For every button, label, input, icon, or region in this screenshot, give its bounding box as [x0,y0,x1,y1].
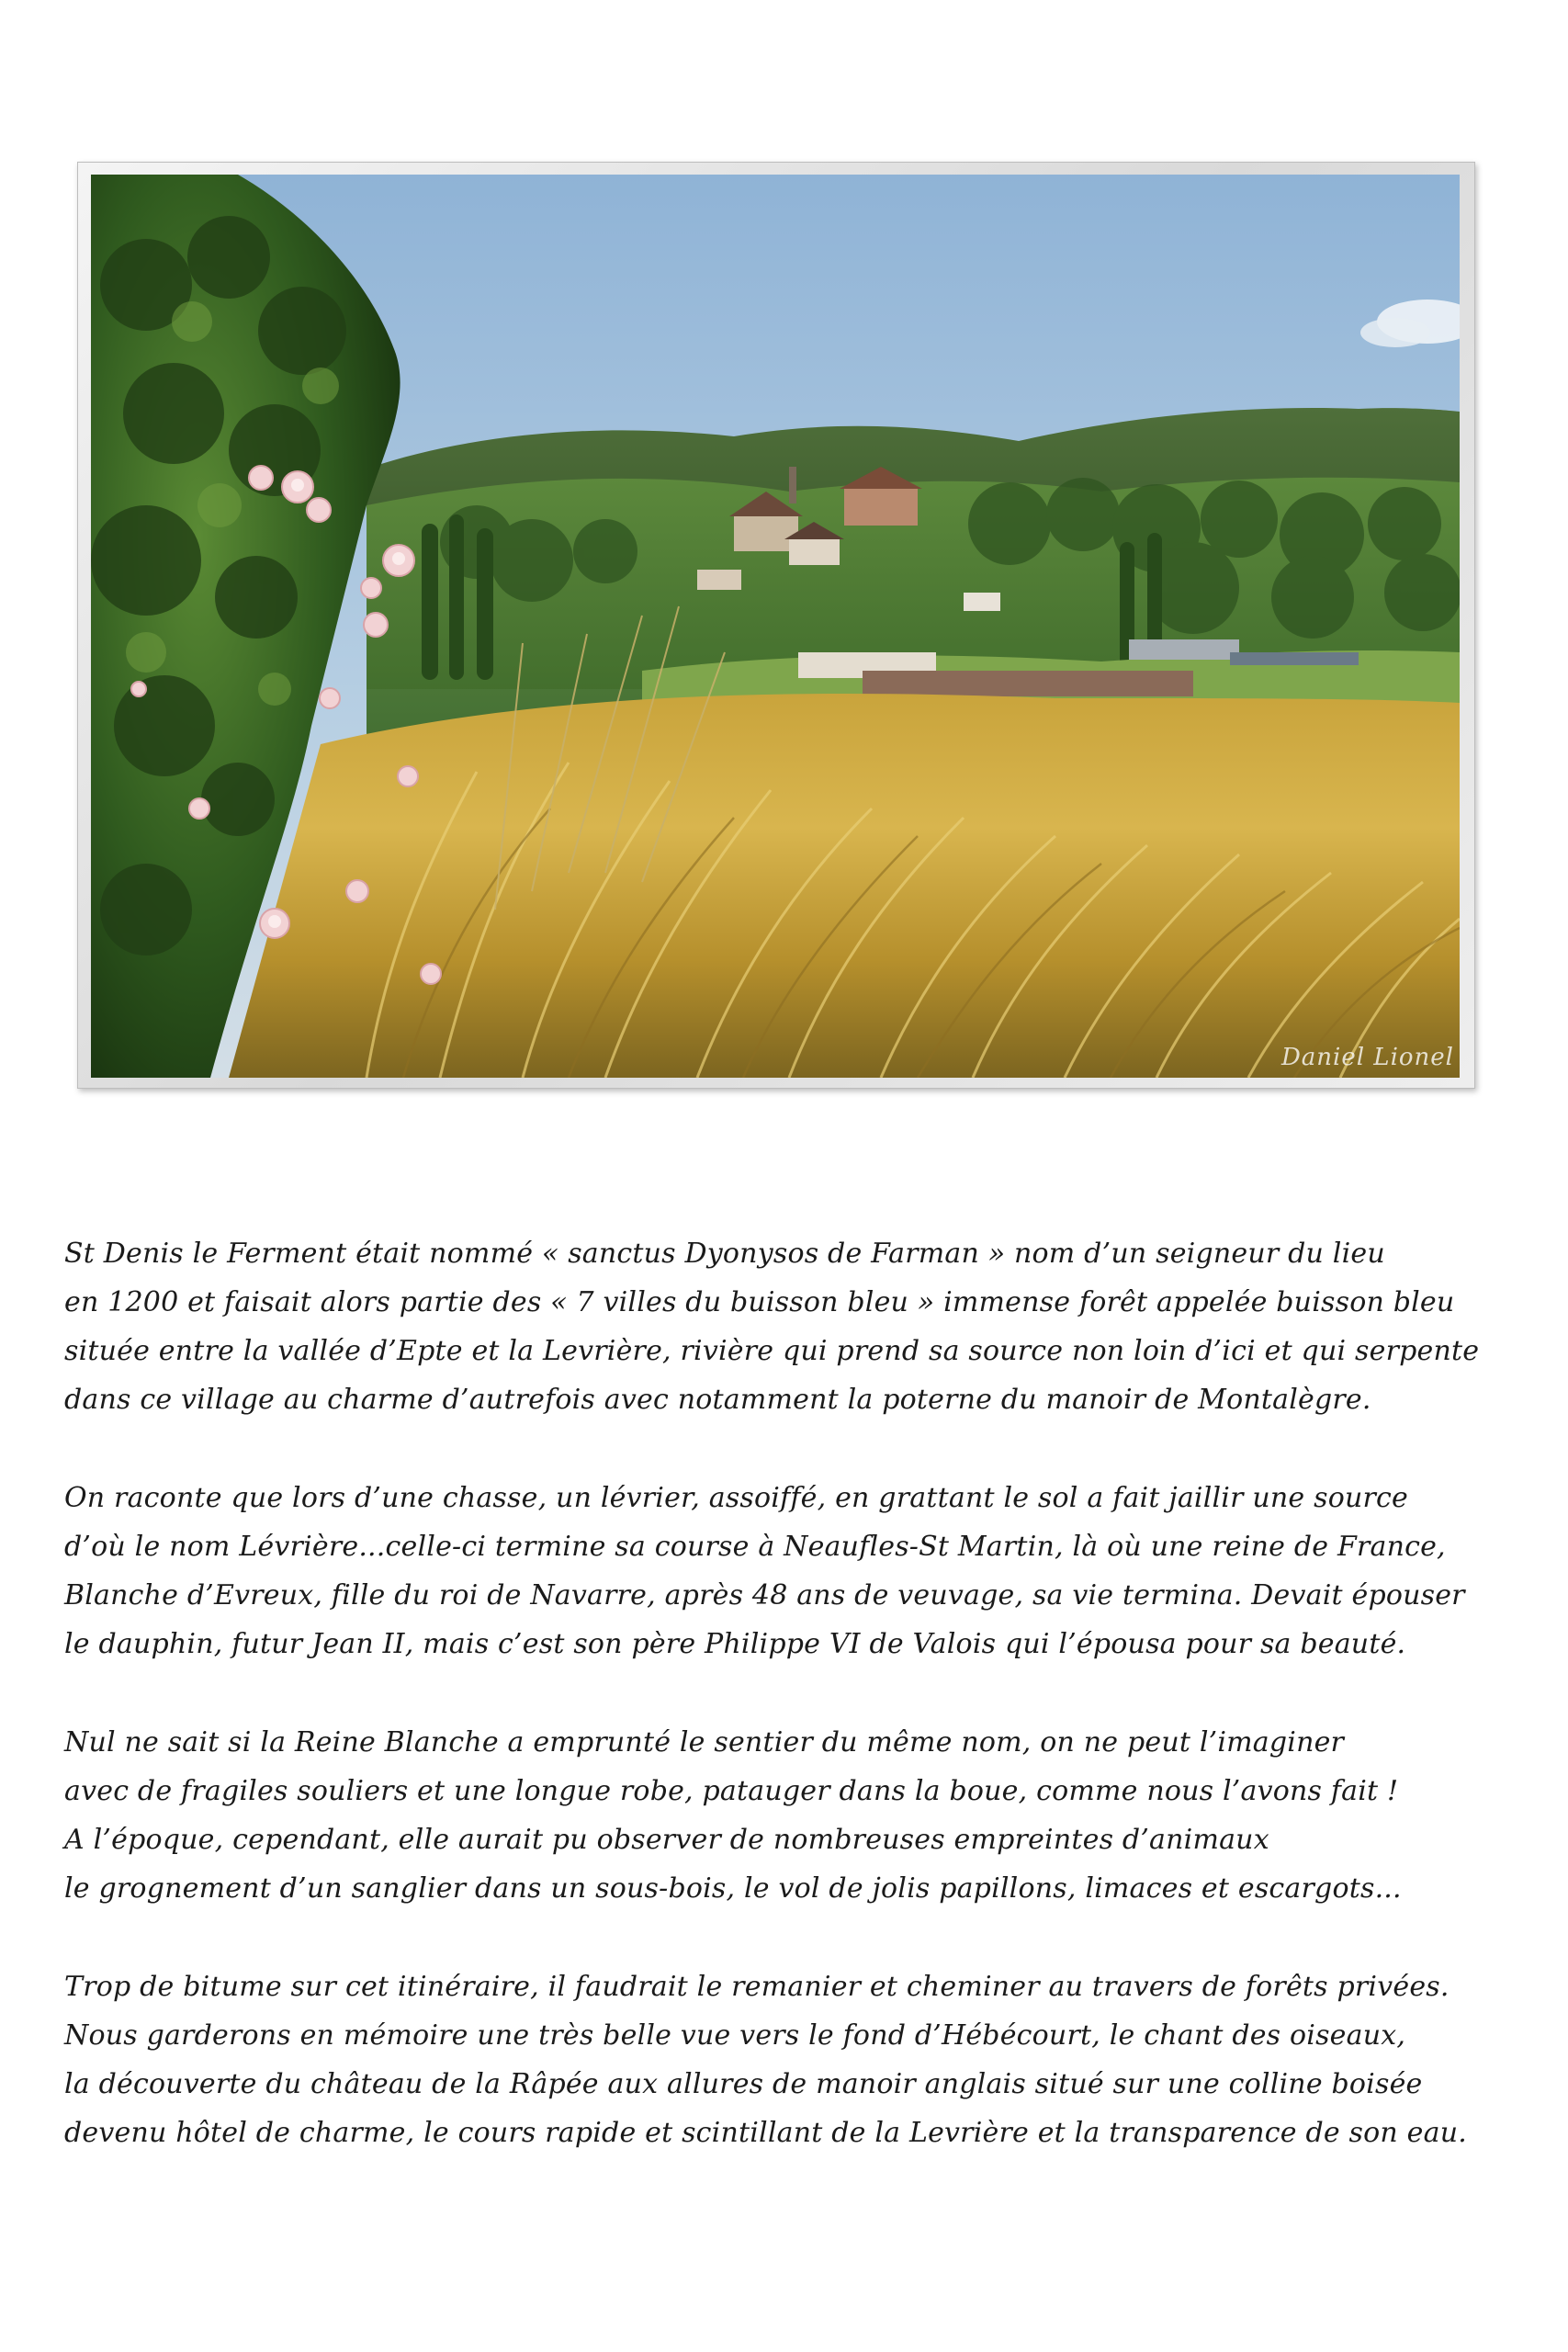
text-line: le grognement d’un sanglier dans un sous-bois, le vol de jolis papillons, limaces et escargots... [64,1872,1402,1905]
text-block [64,1229,1516,2207]
paragraph-itinerary [64,1962,1516,2157]
text-line: avec de fragiles souliers et une longue robe, patauger dans la boue, comme nous l’avons fait ! [64,1775,1399,1807]
text-line: en 1200 et faisait alors partie des « 7 villes du buisson bleu » immense forêt appelée buisson bleu [64,1286,1455,1318]
landscape-painting [91,175,1460,1078]
text-line: St Denis le Ferment était nommé « sanctus Dyonysos de Farman » nom d’un seigneur du lieu [64,1238,1385,1270]
photo-frame [77,162,1475,1089]
text-line: dans ce village au charme d’autrefois avec notamment la poterne du manoir de Montalègre. [64,1384,1371,1416]
text-line: Nous garderons en mémoire une très belle vue vers le fond d’Hébécourt, le chant des oiseaux, [64,2019,1406,2052]
paragraph-legend [64,1474,1516,1668]
text-line: le dauphin, futur Jean II, mais c’est son père Philippe VI de Valois qui l’épousa pour sa beauté. [64,1628,1406,1660]
text-line: devenu hôtel de charme, le cours rapide et scintillant de la Levrière et la transparence de son eau. [64,2117,1467,2149]
text-line: Blanche d’Evreux, fille du roi de Navarre, après 48 ans de veuvage, sa vie termina. Devait épouser [64,1579,1465,1611]
text-line: On raconte que lors d’une chasse, un lévrier, assoiffé, en grattant le sol a fait jaillir une source [64,1482,1408,1514]
text-line: Nul ne sait si la Reine Blanche a emprunté le sentier du même nom, on ne peut l’imaginer [64,1726,1345,1758]
text-line: la découverte du château de la Râpée aux allures de manoir anglais situé sur une colline boisée [64,2068,1423,2100]
paragraph-queen [64,1718,1516,1913]
paragraph-history [64,1229,1516,1424]
text-line: Trop de bitume sur cet itinéraire, il faudrait le remanier et cheminer au travers de forêts privées. [64,1971,1450,2003]
text-line: d’où le nom Lévrière...celle-ci termine sa course à Neaufles-St Martin, là où une reine de France, [64,1531,1446,1563]
text-line: située entre la vallée d’Epte et la Levrière, rivière qui prend sa source non loin d’ici et qui serpente [64,1335,1480,1367]
text-line: A l’époque, cependant, elle aurait pu observer de nombreuses empreintes d’animaux [64,1824,1269,1856]
artist-signature: Daniel Lionel [1280,1044,1454,1071]
